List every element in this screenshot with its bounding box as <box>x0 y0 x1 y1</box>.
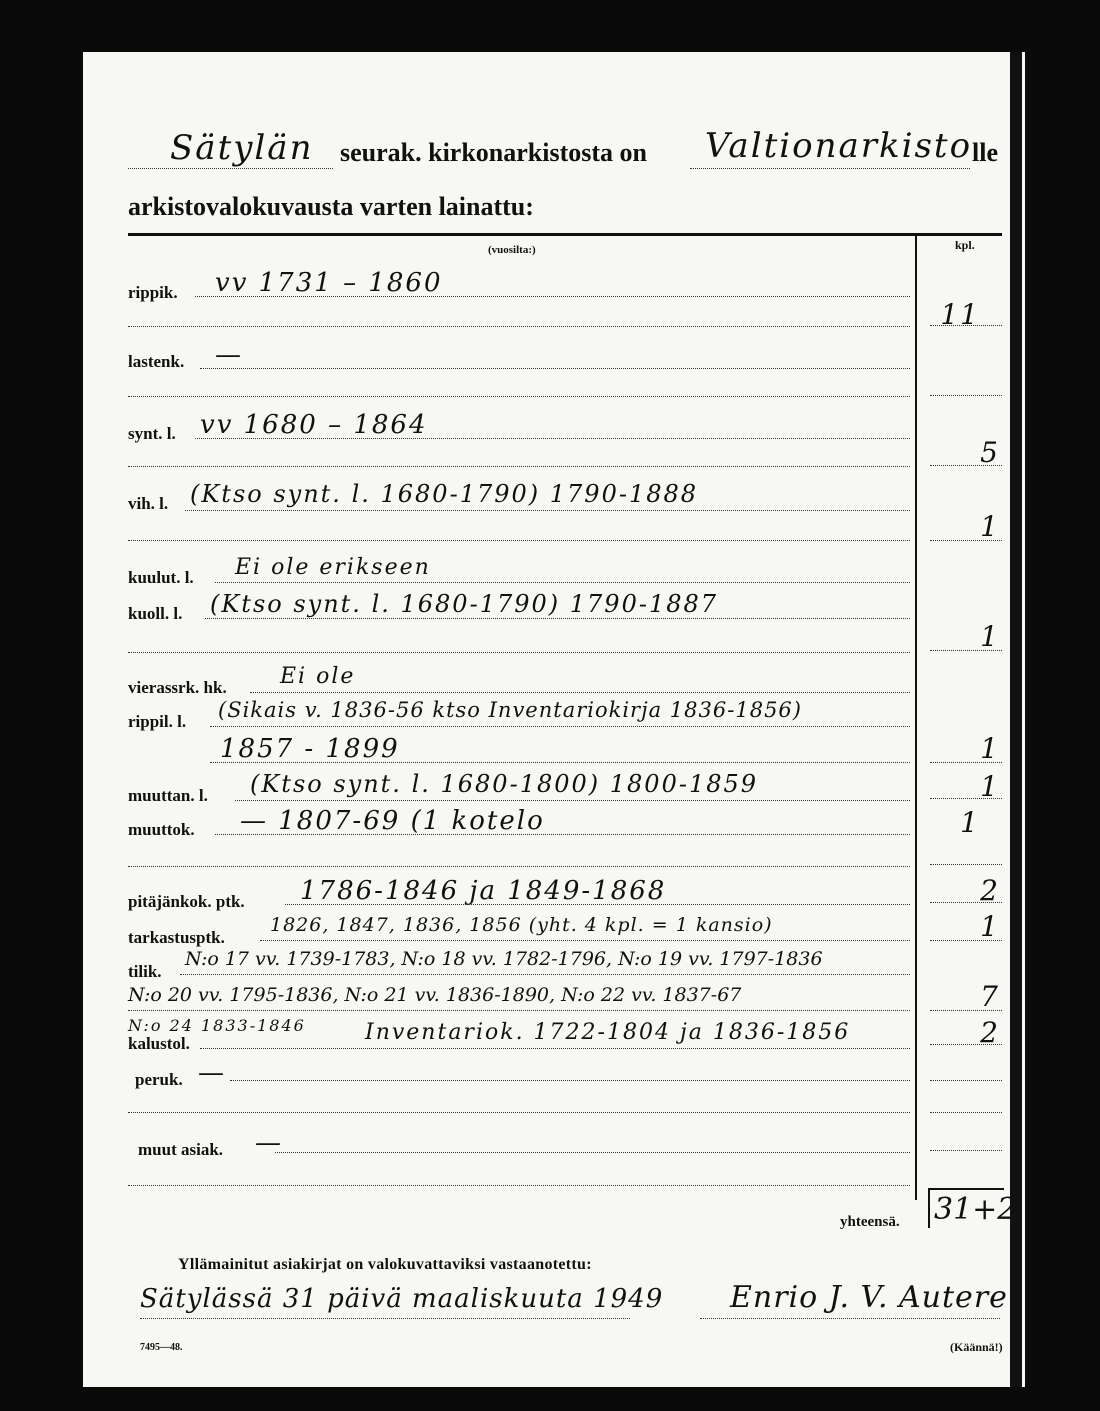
dotted-line <box>930 325 1002 326</box>
dotted-line <box>930 540 1002 541</box>
count-column-label: kpl. <box>955 238 975 252</box>
row-label: vih. l. <box>128 494 169 513</box>
row-entry: — <box>215 340 243 370</box>
row-entry: N:o 20 vv. 1795-1836, N:o 21 vv. 1836-1890, N:o 22 vv. 1837-67 <box>128 984 742 1006</box>
years-column-label: (vuosilta:) <box>488 244 536 256</box>
dotted-line <box>210 726 910 727</box>
row-entry: 1826, 1847, 1836, 1856 (yht. 4 kpl. = 1 kansio) <box>270 914 773 936</box>
row-entry-continued: 1857 - 1899 <box>220 734 400 764</box>
dotted-line <box>200 1048 910 1049</box>
dotted-line <box>700 1318 1000 1319</box>
row-label: kalustol. <box>128 1034 190 1053</box>
row-count: 1 <box>980 510 1000 543</box>
row-label: vierassrk. hk. <box>128 678 227 697</box>
dotted-line <box>128 1185 910 1186</box>
dotted-line <box>128 540 910 541</box>
row-label: lastenk. <box>128 352 185 371</box>
dotted-line <box>930 1010 1002 1011</box>
row-pre-entry: N:o 24 1833-1846 <box>128 1016 306 1035</box>
dotted-line <box>180 974 910 975</box>
dotted-line <box>930 465 1002 466</box>
dotted-line <box>128 326 910 327</box>
row-count: 1 <box>980 910 1000 943</box>
dotted-line <box>128 866 910 867</box>
row-label: muut asiak. <box>138 1140 224 1159</box>
row-label: synt. l. <box>128 424 176 443</box>
dotted-line <box>930 650 1002 651</box>
total-box-top <box>928 1188 1004 1190</box>
turn-over-note: (Käännä!) <box>950 1340 1003 1354</box>
form-number: 7495—48. <box>140 1342 183 1353</box>
row-entry: — <box>255 1128 283 1158</box>
row-count: 2 <box>980 1016 1000 1049</box>
place-date-handwritten: Sätylässä 31 päivä maaliskuuta 1949 <box>140 1284 664 1314</box>
total-box-left <box>928 1188 930 1228</box>
dotted-line <box>230 1080 910 1081</box>
row-entry: (Ktso synt. l. 1680-1800) 1800-1859 <box>250 770 759 798</box>
row-label: muuttok. <box>128 820 195 839</box>
dotted-line <box>930 1044 1002 1045</box>
header-suffix: lle <box>972 138 998 167</box>
row-count: 1 <box>960 806 980 839</box>
row-count: 2 <box>980 874 1000 907</box>
dotted-line <box>128 168 333 169</box>
received-statement: Yllämainitut asiakirjat on valokuvattaviksi vastaanotettu: <box>178 1256 592 1273</box>
dotted-line <box>205 618 910 619</box>
row-entry: vv 1731 – 1860 <box>215 268 443 298</box>
archive-name-handwritten: Valtionarkisto <box>705 126 973 166</box>
row-label: pitäjänkok. ptk. <box>128 892 245 911</box>
dotted-line <box>128 396 910 397</box>
row-entry: (Ktso synt. l. 1680-1790) 1790-1887 <box>210 590 719 618</box>
dotted-line <box>930 762 1002 763</box>
dotted-line <box>930 1080 1002 1081</box>
row-label: muuttan. l. <box>128 786 208 805</box>
dotted-line <box>128 1112 910 1113</box>
dotted-line <box>930 1150 1002 1151</box>
dotted-line <box>128 1010 910 1011</box>
dotted-line <box>250 692 910 693</box>
dotted-line <box>690 168 970 169</box>
count-column-divider <box>915 235 917 1200</box>
row-count: 1 <box>980 770 1000 803</box>
row-count: 11 <box>940 298 980 331</box>
row-label: kuoll. l. <box>128 604 183 623</box>
row-entry: Inventariok. 1722-1804 ja 1836-1856 <box>365 1020 851 1045</box>
table-top-rule <box>128 233 1002 236</box>
row-entry: — 1807-69 (1 kotelo <box>240 806 545 836</box>
header-line-2: arkistovalokuvausta varten lainattu: <box>128 192 534 221</box>
row-entry: Ei ole <box>280 664 356 689</box>
total-label: yhteensä. <box>840 1214 900 1230</box>
dotted-line <box>128 652 910 653</box>
row-label: rippil. l. <box>128 712 187 731</box>
row-label: kuulut. l. <box>128 568 194 587</box>
dotted-line <box>235 800 910 801</box>
dotted-line <box>930 902 1002 903</box>
dotted-line <box>195 296 910 297</box>
dotted-line <box>930 395 1002 396</box>
dotted-line <box>140 1318 630 1319</box>
dotted-line <box>930 1112 1002 1113</box>
dotted-line <box>215 834 910 835</box>
row-count: 5 <box>980 436 1000 469</box>
dotted-line <box>930 864 1002 865</box>
row-count: 1 <box>980 732 1000 765</box>
row-entry: — <box>198 1058 226 1088</box>
dotted-line <box>215 582 910 583</box>
signature-handwritten: Enrio J. V. Autere <box>730 1280 1008 1315</box>
dotted-line <box>260 940 910 941</box>
row-entry: N:o 17 vv. 1739-1783, N:o 18 vv. 1782-1796, N:o 19 vv. 1797-1836 <box>185 948 823 970</box>
header-line-1: seurak. kirkonarkistosta on <box>340 138 647 167</box>
row-label: peruk. <box>135 1070 183 1089</box>
row-label: rippik. <box>128 283 178 302</box>
row-count: 7 <box>980 980 1000 1013</box>
row-entry: 1786-1846 ja 1849-1868 <box>300 876 667 906</box>
row-label: tilik. <box>128 962 162 981</box>
row-count: 1 <box>980 620 1000 653</box>
row-label: tarkastusptk. <box>128 928 225 947</box>
dotted-line <box>275 1152 910 1153</box>
parish-name-handwritten: Sätylän <box>170 128 314 168</box>
row-entry: Ei ole erikseen <box>235 555 431 580</box>
total-value: 31+2 <box>934 1192 1017 1227</box>
scan-shadow-right <box>1010 52 1022 1387</box>
dotted-line <box>195 438 910 439</box>
dotted-line <box>210 762 910 763</box>
row-entry: (Sikais v. 1836-56 ktso Inventariokirja 1836-1856) <box>218 698 802 722</box>
dotted-line <box>128 466 910 467</box>
dotted-line <box>200 368 910 369</box>
dotted-line <box>185 510 910 511</box>
row-entry: vv 1680 – 1864 <box>200 410 428 440</box>
row-entry: (Ktso synt. l. 1680-1790) 1790-1888 <box>190 480 699 508</box>
dotted-line <box>930 798 1002 799</box>
dotted-line <box>930 940 1002 941</box>
dotted-line <box>285 904 910 905</box>
